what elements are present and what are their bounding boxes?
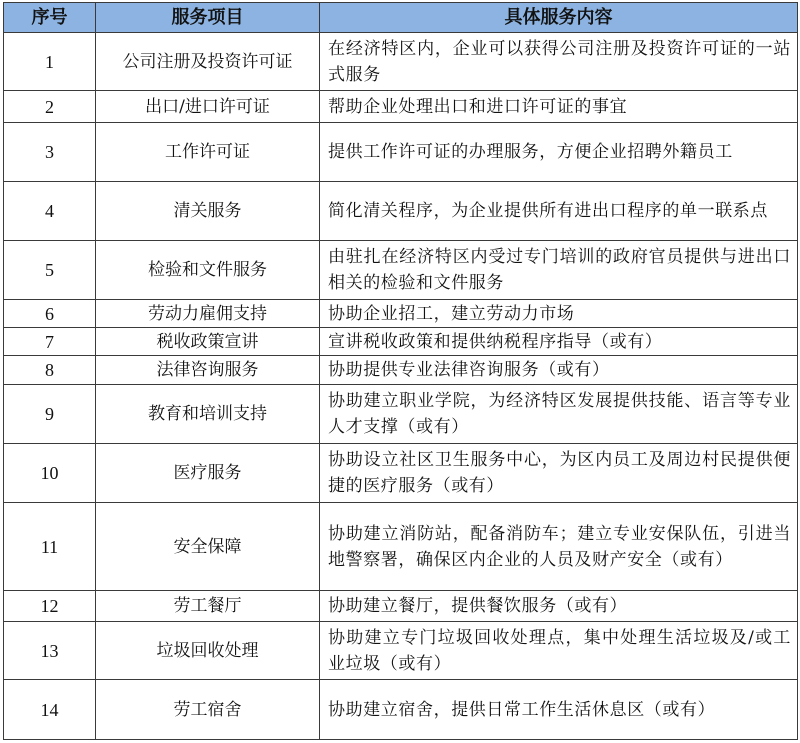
row-detail: 提供工作许可证的办理服务，方便企业招聘外籍员工 [320, 123, 798, 182]
table-row [4, 123, 798, 182]
service-table [3, 2, 798, 740]
row-detail: 在经济特区内，企业可以获得公司注册及投资许可证的一站式服务 [320, 33, 798, 91]
row-item: 医疗服务 [96, 444, 320, 503]
table-row [4, 680, 798, 740]
header-detail: 具体服务内容 [320, 3, 798, 33]
header-item: 服务项目 [96, 3, 320, 33]
table-row [4, 300, 798, 328]
row-item: 工作许可证 [96, 123, 320, 182]
table-row [4, 385, 798, 444]
row-index: 4 [4, 182, 96, 241]
row-item: 垃圾回收处理 [96, 622, 320, 680]
row-detail: 协助建立餐厅，提供餐饮服务（或有） [320, 591, 798, 622]
row-index: 1 [4, 33, 96, 91]
row-item: 检验和文件服务 [96, 241, 320, 300]
table-row [4, 622, 798, 680]
row-item: 税收政策宣讲 [96, 328, 320, 356]
row-item: 出口/进口许可证 [96, 91, 320, 123]
row-detail: 由驻扎在经济特区内受过专门培训的政府官员提供与进出口相关的检验和文件服务 [320, 241, 798, 300]
row-index: 5 [4, 241, 96, 300]
row-index: 3 [4, 123, 96, 182]
row-detail: 简化清关程序，为企业提供所有进出口程序的单一联系点 [320, 182, 798, 241]
row-detail: 协助建立职业学院，为经济特区发展提供技能、语言等专业人才支撑（或有） [320, 385, 798, 444]
row-index: 11 [4, 503, 96, 591]
row-detail: 协助建立专门垃圾回收处理点，集中处理生活垃圾及/或工业垃圾（或有） [320, 622, 798, 680]
row-detail: 协助建立消防站，配备消防车；建立专业安保队伍，引进当地警察署，确保区内企业的人员及财产安全（或有） [320, 503, 798, 591]
header-row [4, 3, 798, 33]
row-detail: 协助设立社区卫生服务中心，为区内员工及周边村民提供便捷的医疗服务（或有） [320, 444, 798, 503]
table-row [4, 591, 798, 622]
row-index: 6 [4, 300, 96, 328]
table-row [4, 356, 798, 385]
table-row [4, 328, 798, 356]
row-item: 劳工宿舍 [96, 680, 320, 740]
table-row [4, 444, 798, 503]
row-item: 教育和培训支持 [96, 385, 320, 444]
row-item: 法律咨询服务 [96, 356, 320, 385]
row-index: 10 [4, 444, 96, 503]
table-row [4, 503, 798, 591]
row-index: 12 [4, 591, 96, 622]
row-index: 2 [4, 91, 96, 123]
row-index: 9 [4, 385, 96, 444]
row-detail: 协助建立宿舍，提供日常工作生活休息区（或有） [320, 680, 798, 740]
row-item: 清关服务 [96, 182, 320, 241]
table-row [4, 33, 798, 91]
header-index: 序号 [4, 3, 96, 33]
row-index: 14 [4, 680, 96, 740]
row-detail: 协助提供专业法律咨询服务（或有） [320, 356, 798, 385]
row-index: 7 [4, 328, 96, 356]
row-item: 公司注册及投资许可证 [96, 33, 320, 91]
row-item: 劳工餐厅 [96, 591, 320, 622]
table-row [4, 91, 798, 123]
table-row [4, 182, 798, 241]
row-detail: 宣讲税收政策和提供纳税程序指导（或有） [320, 328, 798, 356]
row-item: 劳动力雇佣支持 [96, 300, 320, 328]
row-index: 8 [4, 356, 96, 385]
row-detail: 协助企业招工，建立劳动力市场 [320, 300, 798, 328]
row-item: 安全保障 [96, 503, 320, 591]
table-row [4, 241, 798, 300]
row-index: 13 [4, 622, 96, 680]
row-detail: 帮助企业处理出口和进口许可证的事宜 [320, 91, 798, 123]
